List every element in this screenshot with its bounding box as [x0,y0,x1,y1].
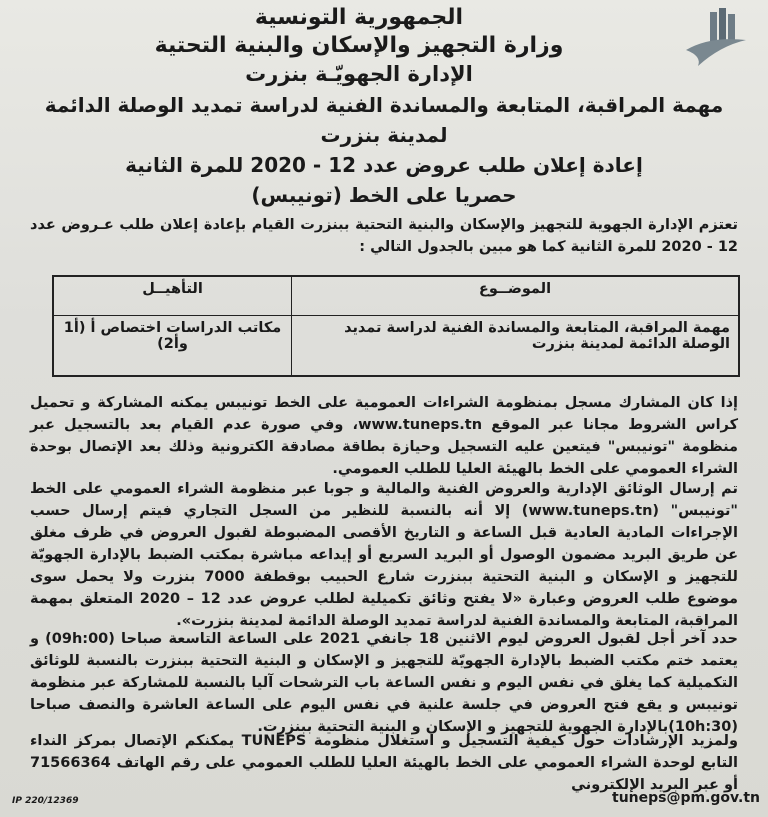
reference-code: IP 220/12369 [12,796,79,806]
submission-paragraph: تم إرسال الوثائق الإدارية والعروض الفنية والمالية و جوبا عبر منظومة الشراء العمومي على الخط "تونيبس" (www.tuneps.tn) إلا أنه بالنسبة للنظير من السجل التجاري فيتم إرسال حسب الإجراءات المادية العادية قبل الساعة و التاريخ الأقصى المضبوطة لقبول العروض في ظرف مغلق عن طريق البريد مضمون الوصول أو البريد السريع أو إيداعه مباشرة بمكتب الضبط بالإدارة الجهويّة للتجهيز و الإسكان و البنية التحتية ببنزرت شارع الحبيب بوقطفة 7000 بنزرت ولا يحمل سوى موضوع طلب العروض وعبارة «لا يفتح وثائق تكميلية لطلب عروض عدد 12 – 2020 المتعلق بمهمة المراقبة، المتابعة والمساندة الفنية لدراسة تمديد الوصلة الدائمة لمدينة بنزرت». [30,481,738,629]
regional-directorate: الإدارة الجهويّـة بنزرت [245,62,473,86]
republic-title: الجمهورية التونسية [254,5,464,30]
cell-qualification: مكاتب الدراسات اختصاص أ (أ1 وأ2) [53,316,292,377]
info-paragraph: ولمزيد الإرشادات حول كيفية التسجيل و استغلال منظومة TUNEPS يمكنكم الإتصال بمركز النداء التابع لوحدة الشراء العمومي على الخط بالهيئة العليا للطلب العمومي على رقم الهاتف 71566364 أو عبر البريد الإلكتروني [30,733,738,793]
ministry-logo-icon [680,6,750,72]
contact-email: tuneps@pm.gov.tn [612,790,761,806]
table-row [53,316,739,377]
header-subject: الموضــوع [292,276,740,316]
participation-paragraph: إذا كان المشارك مسجل بمنظومة الشراءات العمومية على الخط تونيبس يمكنه المشاركة و تحميل كراس الشروط مجانا عبر الموقع www.tuneps.tn، وفي صورة عدم القيام بعد بالتسجيل عبر منظومة "تونيبس" فيتعين عليه التسجيل وحيازة بطاقة مصادقة الكترونية وذلك بعد الإتصال بوحدة الشراء العمومي على الخط بالهيئة العليا للطلب العمومي. [30,395,738,477]
table-header-row [53,276,739,316]
tender-table [52,275,740,377]
tender-number: إعادة إعلان طلب عروض عدد 12 - 2020 للمرة الثانية [125,153,643,177]
header-qualification: التأهيــل [53,276,292,316]
cell-subject: مهمة المراقبة، المتابعة والمساندة الفنية لدراسة تمديد الوصلة الدائمة لمدينة بنزرت [292,316,740,377]
tender-title-block [20,90,748,210]
tender-subject: مهمة المراقبة، المتابعة والمساندة الفنية لدراسة تمديد الوصلة الدائمة لمدينة بنزرت [44,93,724,147]
tender-exclusive: حصريا على الخط (تونيبس) [251,183,517,207]
deadline-paragraph: حدد آخر أجل لقبول العروض ليوم الاثنين 18 جانفي 2021 على الساعة التاسعة صباحا (09h:00) و يعتمد ختم مكتب الضبط بالإدارة الجهويّة للتجهيز و الإسكان و البنية التحتية ببنزرت بالنسبة للوثائق التكميلية كما يغلق في نفس اليوم و نفس الساعة باب الترشحات آليا بالنسبة للمشاركة عبر منظومة تونيبس و يقع فتح العروض في جلسة علنية في نفس اليوم على الساعة العاشرة والنصف صباحا (10h:30)بالإدارة الجهوية للتجهيز و الإسكان و البنية التحتية ببنزرت. [30,631,738,735]
header [60,4,658,88]
ministry-title: وزارة التجهيز والإسكان والبنية التحتية [154,33,564,58]
intro-paragraph: تعتزم الإدارة الجهوية للتجهيز والإسكان والبنية التحتية ببنزرت القيام بإعادة إعلان طلب عـروض عدد 12 - 2020 للمرة الثانية كما هو مبين بالجدول التالي : [30,217,738,255]
